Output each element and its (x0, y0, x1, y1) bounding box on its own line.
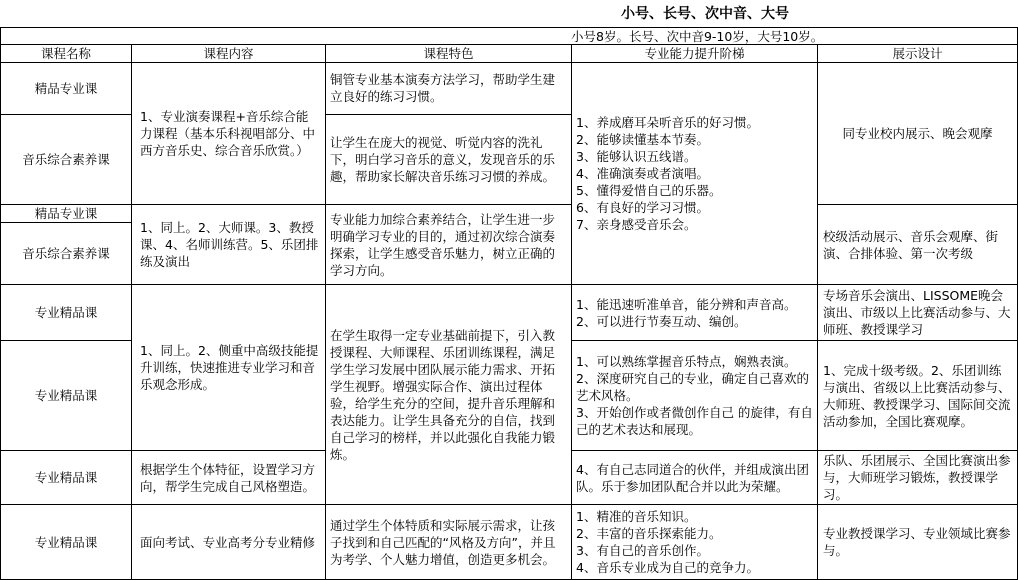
row3-course-name: 精品专业课 (0, 204, 132, 223)
ladder-item: 6、有良好的学习习惯。 (576, 200, 709, 215)
age-note: 小号8岁。长号、次中音9-10岁，大号10岁。 (571, 29, 824, 44)
row5-course-name: 专业精品课 (0, 284, 132, 341)
ladder-item: 7、亲身感受音乐会。 (576, 217, 697, 232)
table-title (600, 2, 1018, 26)
row4-course-name: 音乐综合素养课 (0, 222, 132, 285)
header-course-content: 课程内容 (131, 44, 326, 63)
ladder-item: 4、音乐专业成为自己的竞争力。 (576, 560, 759, 575)
row1-feature: 铜管专业基本演奏方法学习，帮助学生建立良好的练习习惯。 (325, 62, 572, 115)
age-note-row (0, 27, 1018, 45)
section1-content: 1、专业演奏课程+音乐综合能力课程（基本乐科视唱部分、中西方音乐史、综合音乐欣赏。） (131, 62, 326, 205)
section3-content: 1、同上。2、侧重中高级技能提升训练，快速推进专业学习和音乐观念形成。 (131, 284, 326, 451)
ladder-item: 1、精准的音乐知识。 (576, 509, 697, 524)
row1-course-name: 精品专业课 (0, 62, 132, 115)
section2-content: 1、同上。2、大师课。3、教授课、4、名师训练营。5、乐团排练及演出 (131, 204, 326, 285)
row2-course-name: 音乐综合素养课 (0, 114, 132, 205)
table-title-text: 小号、长号、次中音、大号 (621, 5, 789, 22)
row7-ability-ladder: 4、有自己志同道合的伙伴，并组成演出团队。乐于参加团队配合并以此为荣耀。 (571, 450, 818, 505)
row5-display: 专场音乐会演出、LISSOME晚会演出、市级以上比赛活动参与、大师班、教授课学习 (817, 284, 1018, 341)
ladder-item: 2、能够读懂基本节奏。 (576, 132, 709, 147)
header-ability-ladder: 专业能力提升阶梯 (571, 44, 818, 63)
row6-course-name: 专业精品课 (0, 340, 132, 451)
header-course-feature: 课程特色 (325, 44, 572, 63)
row7-content: 根据学生个体特征，设置学习方向，帮学生完成自己风格塑造。 (131, 450, 326, 505)
sections12-ability-ladder (571, 62, 818, 285)
ladder-item: 1、养成磨耳朵听音乐的好习惯。 (576, 115, 759, 130)
header-course-name: 课程名称 (0, 44, 132, 63)
row6-ability-ladder: 1、可以熟练掌握音乐特点，娴熟表演。 2、深度研究自己的专业，确定自己喜欢的艺术风格。 3、开始创作或者微创作自己 的旋律，有自己的艺术表达和展现。 (571, 340, 818, 451)
ladder-item: 2、丰富的音乐探索能力。 (576, 526, 722, 541)
row8-display: 专业教授课学习、专业领域比赛参与。 (817, 504, 1018, 580)
row7-display: 乐队、乐团展示、全国比赛演出参与，大师班学习锻炼，教授课学习。 (817, 450, 1018, 505)
ladder-item: 3、能够认识五线谱。 (576, 149, 697, 164)
row2-feature: 让学生在庞大的视觉、听觉内容的洗礼下，明白学习音乐的意义，发现音乐的乐趣，帮助家长解决音乐练习习惯的养成。 (325, 114, 572, 205)
ladder-item: 4、准确演奏或者演唱。 (576, 166, 709, 181)
row8-feature: 通过学生个体特质和实际展示需求，让孩子找到和自己匹配的“风格及方向”，并且为考学、个人魅力增值，创造更多机会。 (325, 504, 572, 580)
ladder-item: 3、有自己的音乐创作。 (576, 543, 709, 558)
header-display-design: 展示设计 (817, 44, 1018, 63)
row8-content: 面向考试、专业高考分专业精修 (131, 504, 326, 580)
row5-ability-ladder: 1、能迅速听准单音，能分辨和声音高。 2、可以进行节奏互动、编创。 (571, 284, 818, 341)
ladder-item: 5、懂得爱惜自己的乐器。 (576, 183, 722, 198)
row8-course-name: 专业精品课 (0, 504, 132, 580)
row6-display: 1、完成十级考级。2、乐团训练与演出、省级以上比赛活动参与、大师班、教授课学习、国际间交流活动参加，全国比赛观摩。 (817, 340, 1018, 451)
section34-feature: 在学生取得一定专业基础前提下，引入教授课程、大师课程、乐团训练课程，满足学生学习发展中团队展示能力需求、开拓学生视野。增强实际合作、演出过程体验，给学生充分的空间，提升音乐理解和表达能力。让学生具备充分的自信，找到自己学习的榜样，并以此强化自我能力锻炼。 (325, 284, 572, 505)
section2-feature: 专业能力加综合素养结合，让学生进一步明确学习专业的目的，通过初次综合演奏探索，让学生感受音乐魅力，树立正确的学习方向。 (325, 204, 572, 285)
title-left-blank (0, 0, 600, 28)
row8-ability-ladder (571, 504, 818, 580)
section1-display: 同专业校内展示、晚会观摩 (817, 62, 1018, 205)
row7-course-name: 专业精品课 (0, 450, 132, 505)
section2-display: 校级活动展示、音乐会观摩、街演、合排体验、第一次考级 (817, 204, 1018, 285)
